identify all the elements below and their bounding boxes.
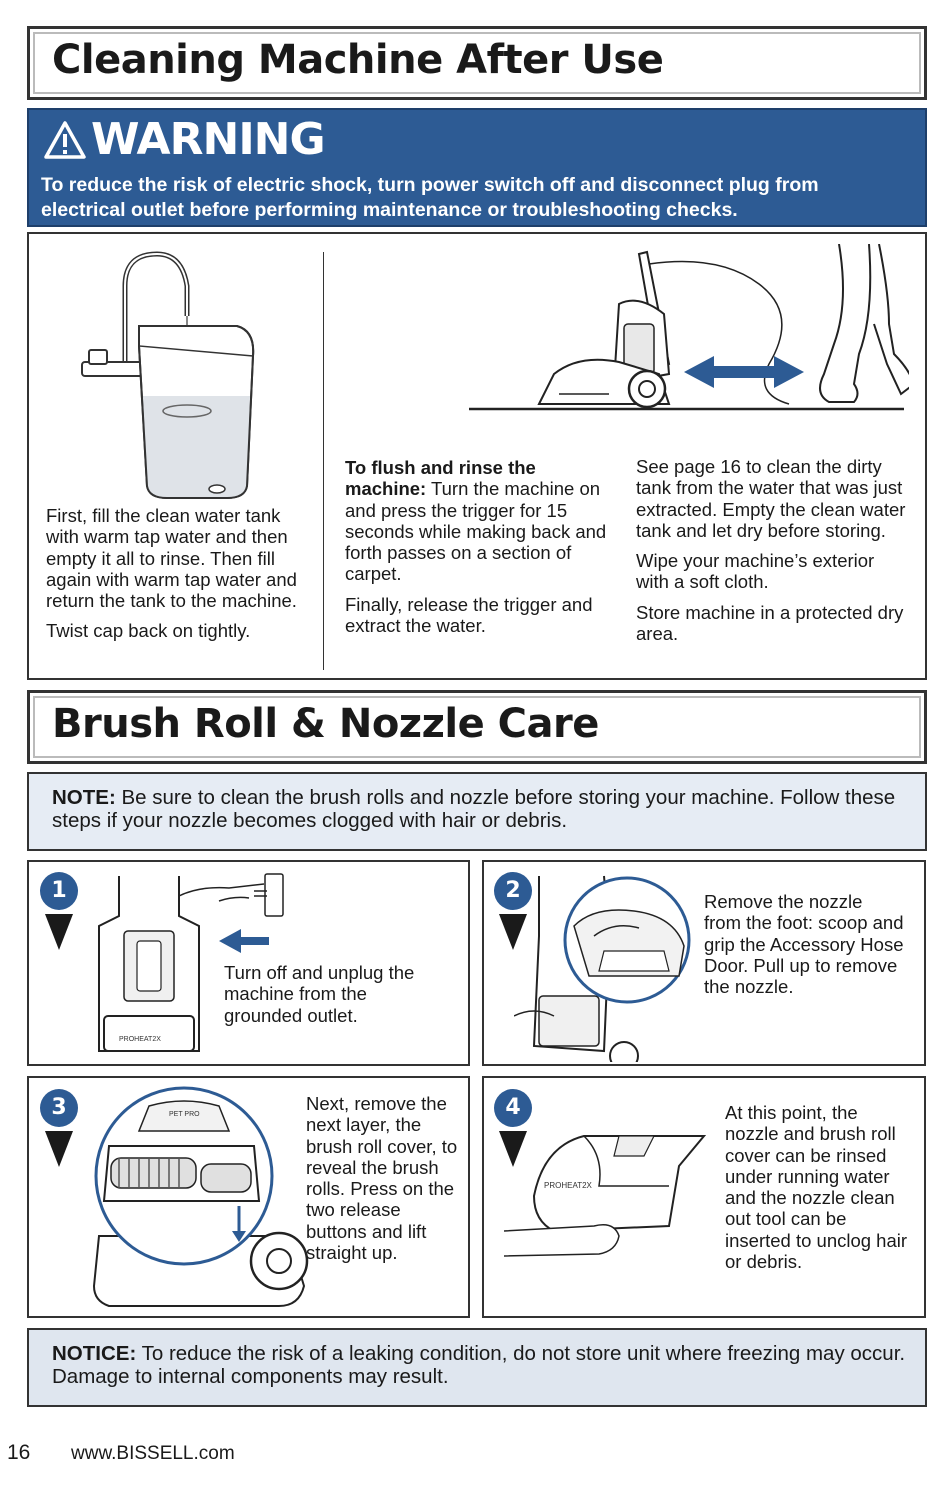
note-text xyxy=(52,786,925,832)
step-3-text: Next, remove the next layer, the brush roll cover, to reveal the brush rolls. Press on the two release buttons and lift straight up. xyxy=(306,1093,458,1264)
flush-rinse-body: Turn the machine on and press the trigger for 15 seconds while making back and forth passes on a section of carpet. xyxy=(345,478,607,585)
brand-badge-text: PROHEAT2X xyxy=(544,1181,592,1190)
website-link[interactable]: www.BISSELL.com xyxy=(71,1443,235,1464)
step-1-panel xyxy=(27,860,470,1066)
notice-box xyxy=(27,1328,927,1407)
section-title-box xyxy=(27,690,927,764)
note-label: NOTE: xyxy=(52,786,116,809)
step-4-panel xyxy=(482,1076,926,1318)
flush-col2-text xyxy=(345,457,615,645)
warning-text: To reduce the risk of electric shock, turn power switch off and disconnect plug from electrical outlet before performing maintenance or troubleshooting checks. xyxy=(41,174,819,221)
twist-cap-instruction: Twist cap back on tightly. xyxy=(46,620,251,642)
water-tank-faucet-illustration xyxy=(77,246,277,506)
column-divider xyxy=(323,252,324,670)
section-title-cleaning: Cleaning Machine After Use xyxy=(52,37,664,83)
step-down-arrow-icon xyxy=(45,914,73,950)
section-title-brush-roll: Brush Roll & Nozzle Care xyxy=(52,701,599,747)
step-number-badge: 2 xyxy=(494,872,532,910)
flush-rinse-instruction xyxy=(345,457,615,585)
step-2-text: Remove the nozzle from the foot: scoop and grip the Accessory Hose Door. Pull up to remove the nozzle. xyxy=(704,891,904,998)
step-2-panel xyxy=(482,860,926,1066)
brush-roll-cover-illustration xyxy=(89,1086,314,1314)
nozzle-rinse-illustration xyxy=(504,1126,709,1276)
flush-col3-text xyxy=(636,456,911,653)
notice-text xyxy=(52,1342,925,1388)
step-number-badge: 3 xyxy=(40,1089,78,1127)
notice-label: NOTICE: xyxy=(52,1342,137,1365)
step-3-panel xyxy=(27,1076,470,1318)
flush-rinse-panel xyxy=(27,232,927,680)
wipe-exterior-instruction: Wipe your machine’s exterior with a soft cloth. xyxy=(636,550,875,593)
step-number-badge: 1 xyxy=(40,872,78,910)
warning-label: WARNING xyxy=(91,114,325,165)
clean-dirty-tank-instruction: See page 16 to clean the dirty tank from the water that was just extracted. Empty the clean water tank and let dry before storing. xyxy=(636,456,906,541)
notice-body: To reduce the risk of a leaking condition, do not store unit where freezing may occur. Damage to internal components may result. xyxy=(52,1342,906,1388)
flush-rinse-lead: To flush and rinse the machine: xyxy=(345,457,536,500)
remove-nozzle-illustration xyxy=(514,866,694,1062)
brand-small-text: PET PRO xyxy=(169,1111,200,1118)
step-down-arrow-icon xyxy=(45,1131,73,1167)
step-4-text: At this point, the nozzle and brush roll cover can be rinsed under running water and the nozzle clean out tool can be inserted to unclog hair or debris. xyxy=(725,1102,908,1273)
page-number: 16 xyxy=(7,1441,31,1464)
flush-col1-text xyxy=(46,505,311,651)
flush-rinse-illustration xyxy=(469,244,909,414)
step-number-badge: 4 xyxy=(494,1089,532,1127)
warning-heading xyxy=(43,114,325,165)
warning-box xyxy=(27,108,927,227)
section-title-box xyxy=(27,26,927,100)
step-1-text: Turn off and unplug the machine from the grounded outlet. xyxy=(224,962,415,1026)
release-trigger-instruction: Finally, release the trigger and extract the water. xyxy=(345,593,593,637)
warning-triangle-icon xyxy=(43,120,87,160)
brand-badge-text: PROHEAT2X xyxy=(119,1036,161,1043)
fill-tank-instruction: First, fill the clean water tank with warm tap water and then empty it all to rinse. Then fill again with warm tap water and return the tank to the machine. xyxy=(46,505,297,612)
note-box xyxy=(27,772,927,851)
note-body: Be sure to clean the brush rolls and nozzle before storing your machine. Follow these steps if your nozzle becomes clogged with hair or debris. xyxy=(52,786,896,832)
store-machine-instruction: Store machine in a protected dry area. xyxy=(636,601,904,645)
